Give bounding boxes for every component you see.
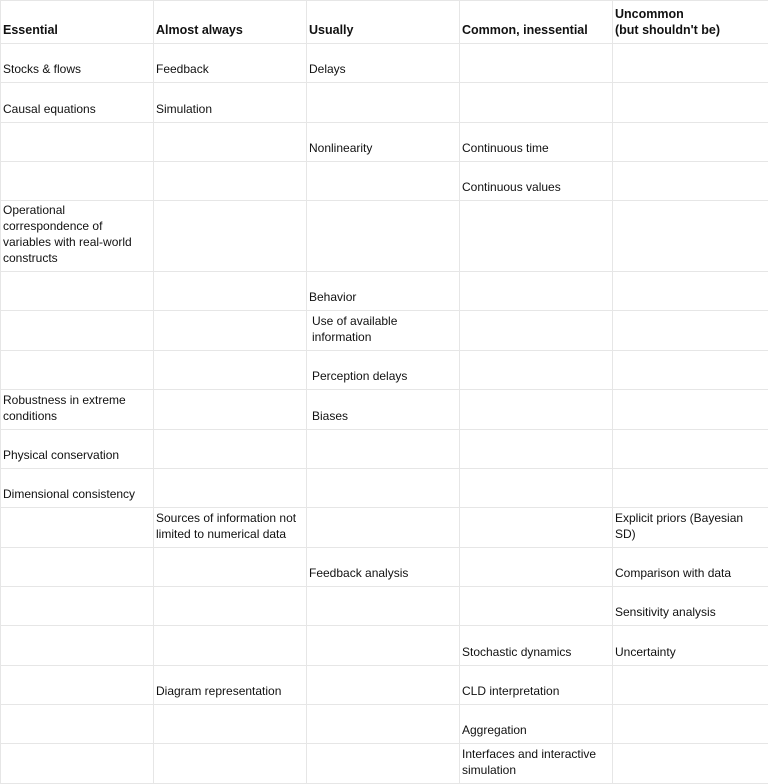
table-cell xyxy=(307,83,460,122)
table-cell xyxy=(1,744,154,784)
table-row xyxy=(1,83,768,122)
table-row xyxy=(1,350,768,389)
table-cell xyxy=(154,626,307,665)
table-row xyxy=(1,665,768,704)
table-row xyxy=(1,705,768,744)
table-cell xyxy=(613,744,768,784)
table-cell xyxy=(1,162,154,201)
table-cell xyxy=(1,311,154,350)
table-cell xyxy=(460,44,613,83)
table-cell: Biases xyxy=(307,390,460,429)
table-row xyxy=(1,586,768,625)
table-cell xyxy=(460,547,613,586)
table-cell xyxy=(154,162,307,201)
table-cell xyxy=(460,350,613,389)
table-cell: Explicit priors (Bayesian SD) xyxy=(613,508,768,547)
table-cell xyxy=(613,350,768,389)
table-cell xyxy=(613,468,768,507)
table-cell: Operational correspondence of variables with real-world constructs xyxy=(1,201,154,272)
table-row xyxy=(1,272,768,311)
table-cell xyxy=(460,390,613,429)
table-cell xyxy=(154,201,307,272)
table-cell xyxy=(460,272,613,311)
table-cell: Continuous time xyxy=(460,122,613,161)
table-cell: Causal equations xyxy=(1,83,154,122)
table-cell xyxy=(460,201,613,272)
table-cell: Delays xyxy=(307,44,460,83)
table-cell xyxy=(307,665,460,704)
table-cell: Perception delays xyxy=(307,350,460,389)
table-row xyxy=(1,468,768,507)
table-cell xyxy=(154,705,307,744)
header-uncommon: Uncommon (but shouldn't be) xyxy=(613,1,768,44)
table-cell: Feedback xyxy=(154,44,307,83)
table-cell xyxy=(154,311,307,350)
table-cell: Sources of information not limited to numerical data xyxy=(154,508,307,547)
table-cell xyxy=(307,626,460,665)
table-cell: Dimensional consistency xyxy=(1,468,154,507)
table-cell: Diagram representation xyxy=(154,665,307,704)
table-cell: Comparison with data xyxy=(613,547,768,586)
table-cell: Use of available information xyxy=(307,311,460,350)
table-cell xyxy=(613,44,768,83)
table-row xyxy=(1,44,768,83)
table-cell xyxy=(613,83,768,122)
table-cell xyxy=(154,744,307,784)
table-cell: Stocks & flows xyxy=(1,44,154,83)
table-row xyxy=(1,744,768,784)
table-cell xyxy=(460,468,613,507)
table-cell xyxy=(1,272,154,311)
table-row xyxy=(1,508,768,547)
table-cell xyxy=(307,201,460,272)
table-cell xyxy=(613,429,768,468)
table-cell xyxy=(1,350,154,389)
table-row xyxy=(1,201,768,272)
table-cell xyxy=(1,665,154,704)
table-cell xyxy=(154,122,307,161)
table-cell xyxy=(1,626,154,665)
table-row xyxy=(1,122,768,161)
table-cell xyxy=(154,272,307,311)
table-cell xyxy=(307,705,460,744)
table-cell: Feedback analysis xyxy=(307,547,460,586)
table-cell xyxy=(1,586,154,625)
table-cell: Stochastic dynamics xyxy=(460,626,613,665)
table-cell xyxy=(460,83,613,122)
table-cell xyxy=(307,162,460,201)
table-cell xyxy=(460,429,613,468)
table-cell xyxy=(460,311,613,350)
table-cell xyxy=(154,547,307,586)
header-almost-always: Almost always xyxy=(154,1,307,44)
table-cell xyxy=(613,272,768,311)
table-row xyxy=(1,162,768,201)
header-essential: Essential xyxy=(1,1,154,44)
table-cell xyxy=(307,429,460,468)
table-cell: Interfaces and interactive simulation xyxy=(460,744,613,784)
table-cell xyxy=(154,468,307,507)
table-cell xyxy=(613,311,768,350)
table-cell: Behavior xyxy=(307,272,460,311)
header-usually: Usually xyxy=(307,1,460,44)
table-cell xyxy=(613,665,768,704)
table-cell xyxy=(1,508,154,547)
header-common-inessential: Common, inessential xyxy=(460,1,613,44)
table-cell: Continuous values xyxy=(460,162,613,201)
table-cell xyxy=(307,508,460,547)
table-row xyxy=(1,547,768,586)
table-cell: Sensitivity analysis xyxy=(613,586,768,625)
table-cell xyxy=(307,468,460,507)
table-cell xyxy=(613,390,768,429)
table-cell xyxy=(460,508,613,547)
table-row xyxy=(1,311,768,350)
table-cell xyxy=(613,162,768,201)
table-cell: Robustness in extreme conditions xyxy=(1,390,154,429)
table-row xyxy=(1,390,768,429)
table-cell xyxy=(613,201,768,272)
table-cell: Aggregation xyxy=(460,705,613,744)
table-cell xyxy=(154,429,307,468)
table-cell xyxy=(307,744,460,784)
table-cell xyxy=(460,586,613,625)
table-cell: Uncertainty xyxy=(613,626,768,665)
table-cell xyxy=(1,547,154,586)
table-cell: Simulation xyxy=(154,83,307,122)
table-row xyxy=(1,626,768,665)
table-cell: Physical conservation xyxy=(1,429,154,468)
table-cell xyxy=(1,122,154,161)
table-cell: CLD interpretation xyxy=(460,665,613,704)
table-cell xyxy=(154,350,307,389)
table-cell xyxy=(307,586,460,625)
table-row xyxy=(1,429,768,468)
table-cell xyxy=(154,586,307,625)
table-cell: Nonlinearity xyxy=(307,122,460,161)
table-cell xyxy=(154,390,307,429)
table-cell xyxy=(613,705,768,744)
table-cell xyxy=(1,705,154,744)
table-cell xyxy=(613,122,768,161)
header-row xyxy=(1,1,768,44)
